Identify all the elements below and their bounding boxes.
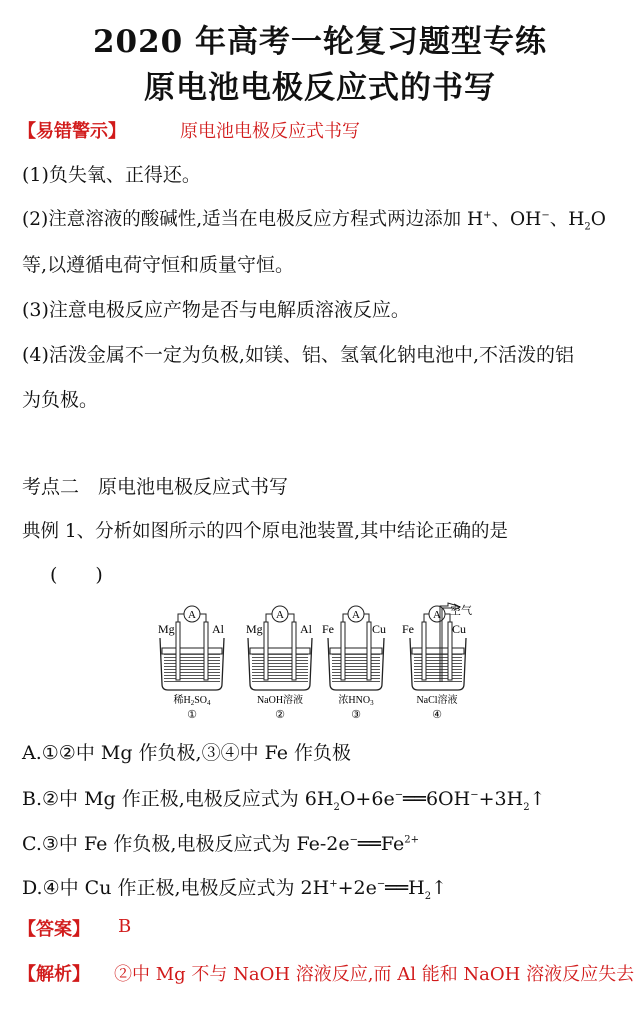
warning-point-1: (1)负失氧、正得还。 [22, 164, 201, 186]
point2-text-c: 、H [549, 209, 585, 230]
cell1-number: ① [187, 709, 197, 721]
ammeter-label-4: A [433, 609, 441, 621]
warning-point-4-cont: 为负极。 [22, 389, 99, 411]
point2-text-b: 、OH [491, 209, 542, 230]
warning-heading: 原电池电极反应式书写 [180, 121, 360, 142]
cell-3 [322, 606, 386, 721]
cell-4 [402, 603, 472, 721]
cell1-left-electrode: Mg [158, 622, 175, 636]
cell2-solution: NaOH溶液 [256, 695, 304, 706]
example-question: 典例 1、分析如图所示的四个原电池装置,其中结论正确的是 [22, 521, 509, 542]
option-c [22, 829, 419, 856]
doc-title-line2: 原电池电极反应式的书写 [144, 70, 496, 106]
option-b-text-b: O+6e [339, 788, 395, 810]
sub-2: 2 [523, 801, 530, 813]
option-b-text-e: ↑ [529, 788, 546, 810]
option-d-text-d: ↑ [431, 877, 448, 899]
cell4-number: ④ [432, 709, 442, 721]
cell3-right-electrode: Cu [372, 622, 387, 636]
cell4-air-label: 空气 [450, 605, 472, 617]
ammeter-label-2: A [276, 609, 284, 621]
sup-minus: − [394, 789, 404, 801]
cell-2 [246, 606, 313, 721]
cell2-left-electrode: Mg [246, 622, 263, 636]
sup-minus: − [470, 789, 479, 801]
sup-plus: + [483, 209, 492, 221]
cell3-solution: 浓$HNO_3$ [338, 695, 374, 707]
analysis-text: ②中 Mg 不与 NaOH 溶液反应,而 Al 能和 NaOH 溶液反应失去 [114, 964, 635, 985]
option-c-charge: 2+ [404, 834, 420, 846]
option-c-text-a: C.③中 Fe 作负极,电极反应式为 Fe-2e [22, 833, 350, 855]
answer-blank: ( ) [50, 564, 103, 586]
ammeter-label-3: A [352, 609, 360, 621]
warning-tag: 【易错警示】 [18, 121, 126, 142]
warning-point-2-cont: 等,以遵循电荷守恒和质量守恒。 [22, 254, 295, 276]
warning-point-4: (4)活泼金属不一定为负极,如镁、铝、氢氧化钠电池中,不活泼的铝 [22, 344, 574, 366]
option-d-text-a: D.④中 Cu 作正极,电极反应式为 2H [22, 877, 330, 899]
sub-2: 2 [424, 890, 432, 902]
point2-text-a: (2)注意溶液的酸碱性,适当在电极反应方程式两边添加 H [22, 209, 484, 230]
option-a: A.①②中 Mg 作负极,③④中 Fe 作负极 [22, 742, 352, 764]
cell4-left-electrode: Fe [402, 622, 414, 636]
option-b-text-c: ══6OH [403, 788, 471, 810]
option-b-text-a: B.②中 Mg 作正极,电极反应式为 6H [22, 788, 334, 810]
option-c-text-b: ══Fe [358, 833, 405, 855]
answer-tag: 【答案】 [18, 919, 90, 940]
option-b [22, 784, 545, 813]
cell4-right-electrode: Cu [452, 622, 467, 636]
section-heading: 考点二 原电池电极反应式书写 [22, 476, 289, 498]
cell3-left-electrode: Fe [322, 622, 334, 636]
option-d-text-c: ══H [385, 877, 425, 899]
sub-2: 2 [584, 221, 591, 233]
warning-point-3: (3)注意电极反应产物是否与电解质溶液反应。 [22, 299, 410, 321]
point2-text-d: O [590, 209, 606, 230]
doc-title-line1: 2020 年高考一轮复习题型专练 [92, 24, 548, 60]
cell1-solution: 稀$H_2SO_4$ [173, 695, 211, 707]
cell2-right-electrode: Al [300, 622, 312, 636]
sup-minus: − [541, 209, 550, 221]
sup-plus: + [329, 878, 338, 890]
cell3-number: ③ [351, 709, 361, 721]
sup-minus: − [376, 878, 386, 890]
option-d [22, 873, 447, 902]
answer-value: B [118, 916, 132, 937]
analysis-tag: 【解析】 [18, 964, 90, 985]
cell1-right-electrode: Al [212, 622, 224, 636]
cell-1 [158, 606, 225, 721]
warning-point-2 [22, 205, 606, 233]
sub-2: 2 [333, 801, 340, 813]
cell2-number: ② [275, 709, 285, 721]
sup-minus: − [349, 834, 359, 846]
galvanic-cells-figure [150, 600, 490, 725]
option-b-text-d: +3H [478, 788, 524, 810]
ammeter-label-1: A [188, 609, 196, 621]
cell4-solution: NaCl溶液 [416, 695, 458, 706]
option-d-text-b: +2e [337, 877, 377, 899]
